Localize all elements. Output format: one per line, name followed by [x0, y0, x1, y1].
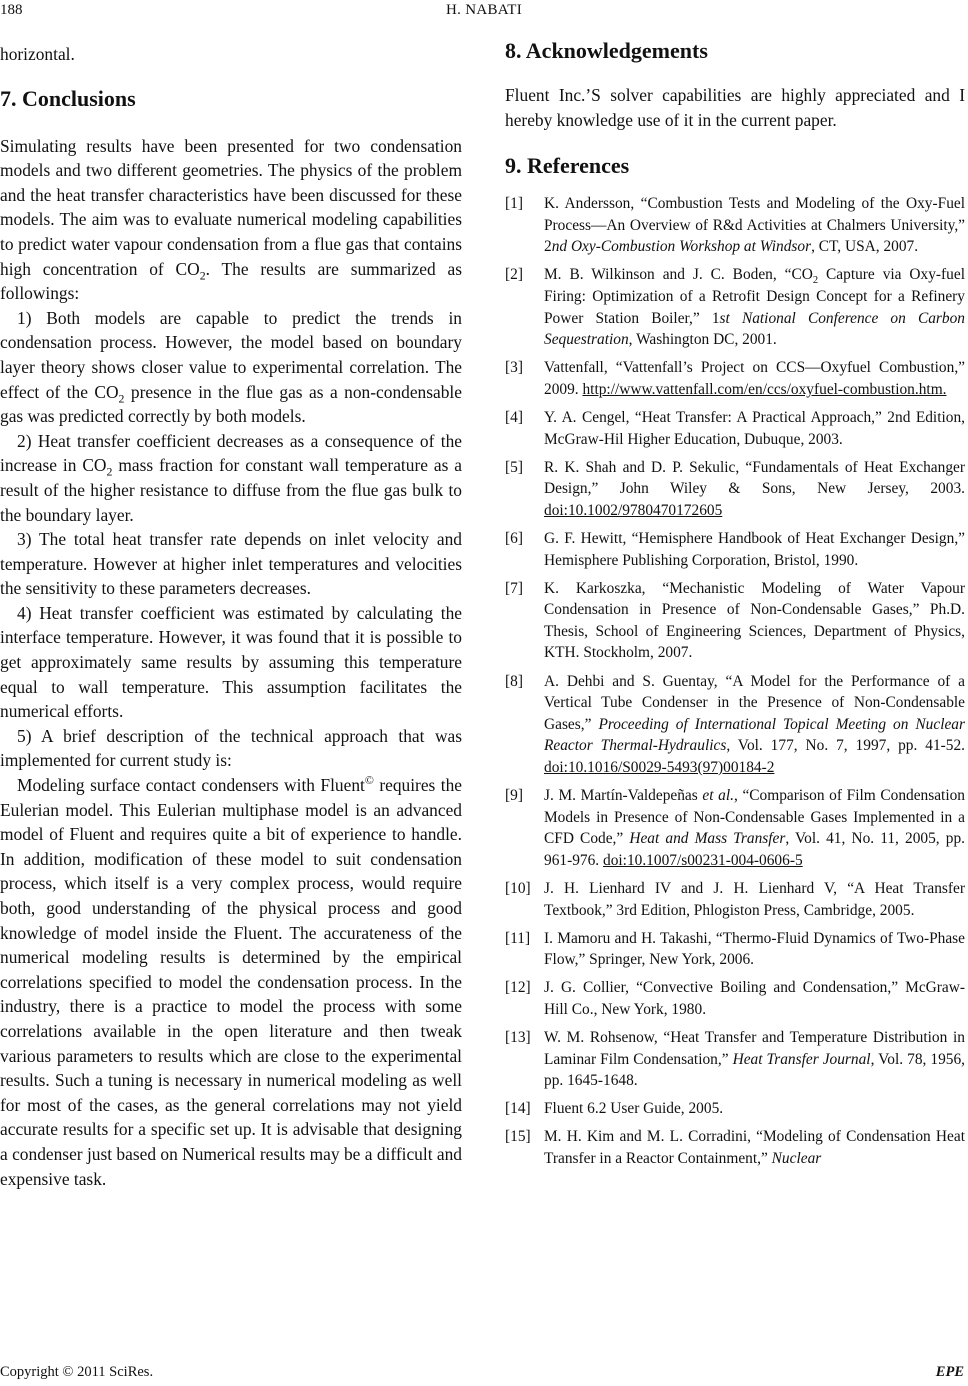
reference-text: [544, 193, 965, 258]
text-run: J. G. Collier, “Convective Boiling and Condensation,” McGraw-Hill Co., New York, 1980.: [544, 979, 965, 1018]
text-run: G. F. Hewitt, “Hemisphere Handbook of Heat Exchanger Design,” Hemisphere Publishing Corporation, Bristol, 1990.: [544, 530, 965, 569]
text-run: 2: [118, 391, 125, 405]
text-run: Capture via Oxy-fuel Firing: Optimization of a Retrofit Design Concept for a Refinery Power Station Boiler,” 1: [544, 266, 965, 327]
reference-number: [10]: [505, 879, 531, 897]
reference-item: [505, 528, 965, 571]
reference-text: [544, 1027, 965, 1092]
body-paragraph: [0, 601, 462, 724]
reference-number: [8]: [505, 672, 523, 690]
right-column: [505, 36, 965, 1176]
text-run: 2: [812, 275, 819, 287]
reference-item: [505, 457, 965, 522]
reference-text: [544, 457, 965, 522]
text-run: , CT, USA, 2007.: [811, 238, 919, 256]
italic-text: nd Oxy-Combustion Workshop at Windsor: [551, 238, 812, 256]
reference-text: [544, 1126, 965, 1169]
reference-item: [505, 264, 965, 350]
reference-text: [544, 264, 965, 350]
reference-text: [544, 878, 965, 921]
text-run: 2: [106, 464, 113, 479]
reference-item: [505, 1126, 965, 1169]
reference-text: [544, 578, 965, 664]
body-paragraph: [0, 429, 462, 527]
italic-text: Nuclear: [771, 1149, 822, 1167]
reference-number: [5]: [505, 458, 523, 476]
body-paragraph: [0, 773, 462, 1191]
footer-journal: EPE: [935, 1364, 964, 1380]
reference-text: [544, 671, 965, 779]
reference-number: [13]: [505, 1028, 531, 1046]
reference-item: [505, 977, 965, 1020]
text-run: M. H. Kim and M. L. Corradini, “Modeling of Condensation Heat Transfer in a Reactor Containment,”: [544, 1128, 965, 1167]
reference-number: [12]: [505, 979, 531, 997]
section-heading-acknowledgements: 8. Acknowledgements: [505, 38, 708, 63]
text-run: K. Karkoszka, “Mechanistic Modeling of Water Vapour Condensation in Presence of Non-Condensable Gases,” Ph.D. Thesis, School of Engineering Sciences, Department of Physics, KTH. Stockholm, 2007.: [544, 579, 965, 662]
italic-text: Heat and Mass Transfer: [629, 830, 786, 848]
reference-link[interactable]: doi:10.1007/s00231-004-0606-5: [603, 851, 803, 869]
section-heading-conclusions: 7. Conclusions: [0, 85, 136, 111]
text-run: Vattenfall, “Vattenfall’s Project on CCS—Oxyfuel Combustion,” 2009.: [544, 359, 965, 398]
reference-number: [4]: [505, 409, 523, 427]
reference-number: [6]: [505, 530, 523, 547]
reference-link[interactable]: http://www.vattenfall.com/en/ccs/oxyfuel-combustion.ht​m.: [582, 380, 947, 398]
left-column: [0, 42, 462, 1191]
body-paragraph: [0, 724, 462, 773]
text-run: 5) A brief description of the technical approach that was implemented for current study is:: [0, 725, 462, 771]
reference-number: [14]: [505, 1100, 531, 1118]
text-run: Simulating results have been presented for two condensation models and two different geometries. The physics of the problem and the heat transfer characteristics have been discussed for these models. The aim was to evaluate numerical modeling capabilities to predict water vapour condensation from a flue gas that contains high concentration of CO: [0, 135, 462, 279]
reference-text: [544, 528, 965, 571]
text-run: 4) Heat transfer coefficient was estimated by calculating the interface temperature. However, it was found that it is possible to get approximately same results by assuming this temperature equal to wall temperature. This assumption facilitates the numerical efforts.: [0, 602, 462, 722]
text-run: , Vol. 78, 1956, pp. 1645-1648.: [544, 1050, 965, 1090]
text-run: mass fraction for constant wall temperature as a result of the higher resistance to diffuse from the flue gas bulk to the boundary layer.: [0, 455, 462, 525]
reference-item: [505, 671, 965, 779]
text-run: Modeling surface contact condensers with Fluent: [17, 775, 365, 796]
text-run: J. H. Lienhard IV and J. H. Lienhard V, “A Heat Transfer Textbook,” 3rd Edition, Phlogiston Press, Cambridge, 2005.: [544, 879, 965, 919]
text-run: , Vol. 177, No. 7, 1997, pp. 41-52.: [726, 737, 965, 755]
italic-text: Proceeding of International Topical Meeting on Nuclear Reactor Thermal-Hydraulics: [544, 715, 965, 755]
conclusions-body: [0, 134, 462, 1192]
reference-item: [505, 785, 965, 871]
text-run: M. B. Wilkinson and J. C. Boden, “CO: [544, 266, 813, 284]
reference-item: [505, 1027, 965, 1092]
text-run: Fluent Inc.’S solver capabilities are highly appreciated and I hereby knowledge use of it in the current paper.: [505, 85, 965, 130]
text-run: W. M. Rohsenow, “Heat Transfer and Temperature Distribution in Laminar Film Condensation,”: [544, 1028, 965, 1068]
text-run: A. Dehbi and S. Guentay, “A Model for the Performance of a Vertical Tube Condenser in the Presence of Non-Condensable Gases,”: [544, 672, 965, 733]
reference-number: [3]: [505, 359, 523, 377]
italic-text: Heat Transfer Journal: [732, 1050, 871, 1068]
page-number: 188: [0, 2, 23, 18]
reference-list: [505, 193, 965, 1169]
body-paragraph: [0, 306, 462, 429]
text-run: Fluent 6.2 User Guide, 2005.: [544, 1100, 724, 1118]
reference-number: [11]: [505, 929, 531, 947]
italic-text: st National Conference on Carbon Sequestration: [544, 309, 965, 349]
reference-item: [505, 193, 965, 258]
reference-number: [2]: [505, 266, 523, 284]
text-run: J. M. Martín-Valdepeñas: [544, 787, 703, 805]
text-run: , Washington DC, 2001.: [628, 331, 777, 349]
text-run: ©: [364, 773, 374, 788]
reference-item: [505, 357, 965, 400]
reference-text: [544, 357, 965, 400]
reference-text: [544, 977, 965, 1020]
body-paragraph: [0, 527, 462, 601]
reference-text: [544, 1098, 965, 1120]
text-run: 2) Heat transfer coefficient decreases as a consequence of the increase in CO: [0, 430, 462, 476]
text-run: , “Comparison of Film Condensation Models in Presence of Non-Condensable Gases Implemented in a CFD Code,”: [544, 787, 965, 848]
acknowledgements-text: [505, 83, 965, 132]
reference-number: [9]: [505, 787, 523, 805]
footer-copyright: Copyright © 2011 SciRes.: [0, 1364, 154, 1380]
text-run: 3) The total heat transfer rate depends on inlet velocity and temperature. However at higher inlet temperatures and velocities the sensitivity to these parameters decreases.: [0, 529, 462, 599]
paragraph-continued: [0, 42, 462, 67]
reference-item: [505, 1098, 965, 1120]
section-heading-references: 9. References: [505, 153, 630, 179]
text-run: 2: [199, 268, 206, 283]
italic-text: et al.: [702, 787, 734, 805]
reference-text: [544, 928, 965, 971]
reference-link[interactable]: doi:10.1002/9780470172605: [544, 501, 723, 519]
reference-number: [1]: [505, 195, 523, 213]
text-run: K. Andersson, “Combustion Tests and Modeling of the Oxy-Fuel Process—An Overview of R&d Activities at Chalmers University,” 2: [544, 195, 965, 256]
reference-item: [505, 878, 965, 921]
reference-link[interactable]: doi:10.1016/S0029-5493(97)00184-2: [544, 758, 775, 776]
text-run: R. K. Shah and D. P. Sekulic, “Fundamentals of Heat Exchanger Design,” John Wiley & Sons, New Jersey, 2003.: [544, 458, 965, 498]
reference-text: [544, 785, 965, 871]
reference-number: [15]: [505, 1128, 531, 1146]
text-run: , Vol. 41, No. 11, 2005, pp. 961-976.: [544, 830, 965, 869]
body-paragraph: [0, 134, 462, 306]
text-run: presence in the flue gas as a non-condensable gas was predicted correctly by both models.: [0, 381, 462, 427]
reference-text: [544, 407, 965, 450]
text-run: 1) Both models are capable to predict the trends in condensation process. However, the model based on boundary layer theory shows closer value to experimental correlation. The effect of the CO: [0, 307, 462, 402]
text-run: horizontal.: [0, 44, 75, 64]
reference-item: [505, 407, 965, 450]
reference-item: [505, 578, 965, 664]
reference-number: [7]: [505, 579, 523, 597]
text-run: Y. A. Cengel, “Heat Transfer: A Practical Approach,” 2nd Edition, McGraw-Hil Higher Education, Dubuque, 2003.: [544, 409, 965, 448]
running-header-author: H. NABATI: [445, 2, 523, 18]
text-run: requires the Eulerian model. This Eulerian multiphase model is an advanced model of Fluent and requires quite a bit of experience to handle. In addition, modification of these model to suit condensation process, which itself is a very complex process, would require both, good understanding of the physical process and good knowledge of model inside the Fluent. The accurateness of the numerical modeling results is determined by the empirical correlations specified to model the condensation process. In the industry, there is a practice to model the process with some correlations available in the open literature and then tweak various parameters to results which are close to the experimental results. Such a tuning is necessary in numerical modeling as well for most of the cases, as the general correlations may not yield accurate results for a specific set up. It is advisable that designing a condenser just based on Numerical results may be a difficult and expensive task.: [0, 775, 463, 1189]
text-run: . The results are summarized as followings:: [0, 258, 463, 304]
reference-item: [505, 928, 965, 971]
text-run: I. Mamoru and H. Takashi, “Thermo-Fluid Dynamics of Two-Phase Flow,” Springer, New York, 2006.: [544, 929, 965, 969]
